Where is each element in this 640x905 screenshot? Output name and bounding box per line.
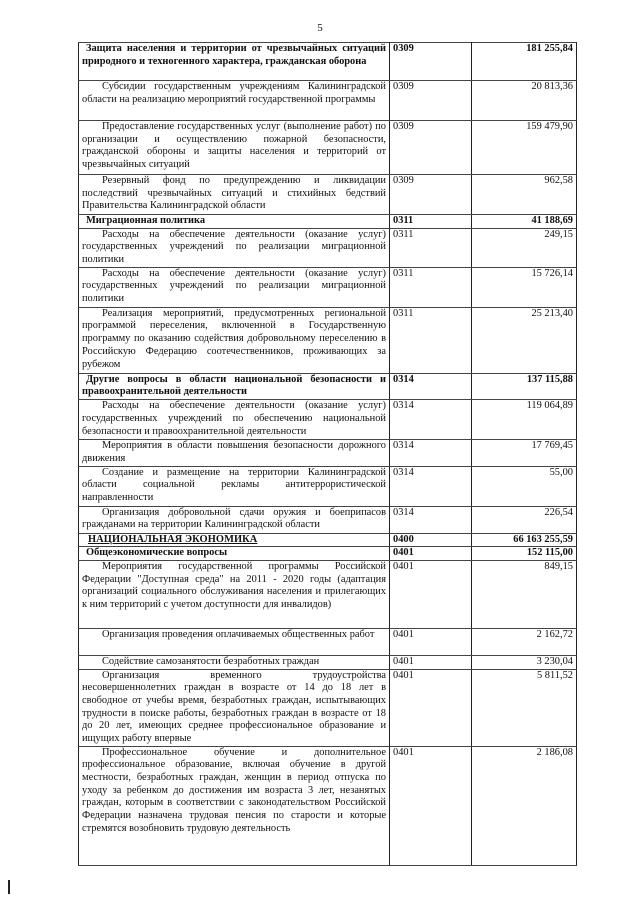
row-code: 0314 — [390, 466, 472, 506]
row-name-cell — [79, 215, 390, 229]
row-name: Содействие самозанятости безработных граждан — [102, 655, 320, 667]
table-row — [79, 655, 577, 669]
row-code: 0314 — [390, 400, 472, 440]
row-name-cell — [79, 533, 390, 547]
row-name: Реализация мероприятий, предусмотренных региональной программой переселения, включенной в Государственную программу по оказанию содействия добровольному переселению в Российскую Федерацию соотечественников, проживающих за рубежом — [82, 307, 386, 370]
row-name-cell — [79, 228, 390, 267]
row-name-cell — [79, 43, 390, 81]
row-code: 0401 — [390, 560, 472, 628]
table-row — [79, 175, 577, 215]
row-amount: 66 163 255,59 — [472, 533, 577, 547]
row-name: Мероприятия государственной программы Российской Федерации "Доступная среда" на 2011 - 2020 годы (адаптация организаций социального обслуживания населения и прилегающих к ним территорий с учетом доступности для инвалидов) — [82, 560, 386, 610]
row-amount: 226,54 — [472, 506, 577, 533]
row-name-cell — [79, 175, 390, 215]
row-name-cell — [79, 669, 390, 746]
row-name: Профессиональное обучение и дополнительное профессиональное образование, включая обучение в другой местности, безработных граждан, женщин в период отпуска по уходу за ребенком до достижения им возраста 3 лет, незанятых граждан, которым в соответствии с законодательством Российской Федерации назначена трудовая пенсия по старости и которые стремятся возобновить трудовую деятельность — [82, 746, 386, 834]
table-row — [79, 81, 577, 121]
row-amount: 2 186,08 — [472, 746, 577, 865]
row-name: Создание и размещение на территории Калининградской области социальной рекламы антитеррористической направленности — [82, 466, 386, 503]
table-row — [79, 506, 577, 533]
row-amount: 119 064,89 — [472, 400, 577, 440]
row-name: НАЦИОНАЛЬНАЯ ЭКОНОМИКА — [88, 533, 258, 545]
row-name-cell — [79, 628, 390, 655]
page-number: 5 — [317, 22, 323, 34]
row-code: 0309 — [390, 175, 472, 215]
table-row — [79, 121, 577, 175]
table-row — [79, 669, 577, 746]
row-amount: 137 115,88 — [472, 373, 577, 399]
table-row — [79, 373, 577, 399]
row-code: 0309 — [390, 43, 472, 81]
row-name: Расходы на обеспечение деятельности (оказание услуг) государственных учреждений по обеспечению национальной безопасности и правоохранительной деятельности — [82, 400, 386, 437]
row-name: Организация добровольной сдачи оружия и боеприпасов гражданами на территории Калининградской области — [82, 506, 386, 531]
table-row — [79, 466, 577, 506]
row-name: Расходы на обеспечение деятельности (оказание услуг) государственных учреждений по реализации миграционной политики — [82, 267, 386, 305]
row-amount: 249,15 — [472, 228, 577, 267]
table-row — [79, 228, 577, 267]
row-name: Расходы на обеспечение деятельности (оказание услуг) государственных учреждений по реализации миграционной политики — [82, 228, 386, 266]
row-amount: 849,15 — [472, 560, 577, 628]
row-code: 0311 — [390, 267, 472, 307]
row-name-cell — [79, 746, 390, 865]
table-row — [79, 215, 577, 229]
row-amount: 15 726,14 — [472, 267, 577, 307]
row-name: Организация проведения оплачиваемых общественных работ — [102, 628, 375, 640]
row-amount: 17 769,45 — [472, 440, 577, 466]
budget-table — [78, 42, 577, 866]
row-name: Миграционная политика — [86, 215, 206, 226]
row-code: 0309 — [390, 121, 472, 175]
row-name-cell — [79, 547, 390, 561]
table-row — [79, 43, 577, 81]
row-code: 0311 — [390, 307, 472, 373]
row-amount: 25 213,40 — [472, 307, 577, 373]
row-amount: 159 479,90 — [472, 121, 577, 175]
row-name: Другие вопросы в области национальной безопасности и правоохранительной деятельности — [82, 373, 386, 398]
row-code: 0314 — [390, 440, 472, 466]
row-name-cell — [79, 560, 390, 628]
row-name-cell — [79, 506, 390, 533]
row-name: Субсидии государственным учреждениям Калининградской области на реализацию мероприятий государственной программы — [82, 81, 386, 105]
table-row — [79, 628, 577, 655]
row-amount: 55,00 — [472, 466, 577, 506]
table-row — [79, 746, 577, 865]
row-name-cell — [79, 81, 390, 121]
row-name: Организация временного трудоустройства несовершеннолетних граждан в возрасте от 14 до 18 лет в свободное от учебы время, безработных граждан, испытывающих трудности в поиске работы, безработных граждан в возрасте от 18 до 20 лет, имеющих среднее профессиональное образование и ищущих работу впервые — [82, 669, 386, 744]
margin-mark — [8, 880, 10, 894]
row-name-cell — [79, 655, 390, 669]
row-code: 0314 — [390, 373, 472, 399]
row-name-cell — [79, 267, 390, 307]
table-row — [79, 533, 577, 547]
row-amount: 5 811,52 — [472, 669, 577, 746]
table-row — [79, 440, 577, 466]
budget-table-body — [79, 43, 577, 866]
row-code: 0401 — [390, 628, 472, 655]
row-name: Мероприятия в области повышения безопасности дорожного движения — [82, 440, 386, 464]
row-amount: 3 230,04 — [472, 655, 577, 669]
row-name: Резервный фонд по предупреждению и ликвидации последствий чрезвычайных ситуаций и стихийных бедствий Правительства Калининградской области — [82, 175, 386, 212]
row-code: 0401 — [390, 655, 472, 669]
table-row — [79, 267, 577, 307]
row-code: 0400 — [390, 533, 472, 547]
table-row — [79, 400, 577, 440]
row-amount: 41 188,69 — [472, 215, 577, 229]
row-code: 0314 — [390, 506, 472, 533]
row-code: 0401 — [390, 746, 472, 865]
row-name: Общеэкономические вопросы — [86, 547, 228, 559]
row-amount: 181 255,84 — [472, 43, 577, 81]
table-row — [79, 307, 577, 373]
row-name: Предоставление государственных услуг (выполнение работ) по организации и осуществлению пожарной безопасности, гражданской обороны и защиты населения и территорий от чрезвычайных ситуаций — [82, 121, 386, 171]
row-code: 0311 — [390, 228, 472, 267]
row-name: Защита населения и территории от чрезвычайных ситуаций природного и техногенного характера, гражданская оборона — [82, 43, 386, 67]
row-amount: 152 115,00 — [472, 547, 577, 561]
row-amount: 2 162,72 — [472, 628, 577, 655]
row-name-cell — [79, 307, 390, 373]
row-name-cell — [79, 466, 390, 506]
row-amount: 962,58 — [472, 175, 577, 215]
row-amount: 20 813,36 — [472, 81, 577, 121]
row-name-cell — [79, 121, 390, 175]
table-row — [79, 547, 577, 561]
row-name-cell — [79, 373, 390, 399]
row-name-cell — [79, 400, 390, 440]
row-code: 0311 — [390, 215, 472, 229]
row-code: 0401 — [390, 547, 472, 561]
table-row — [79, 560, 577, 628]
row-code: 0309 — [390, 81, 472, 121]
row-code: 0401 — [390, 669, 472, 746]
row-name-cell — [79, 440, 390, 466]
